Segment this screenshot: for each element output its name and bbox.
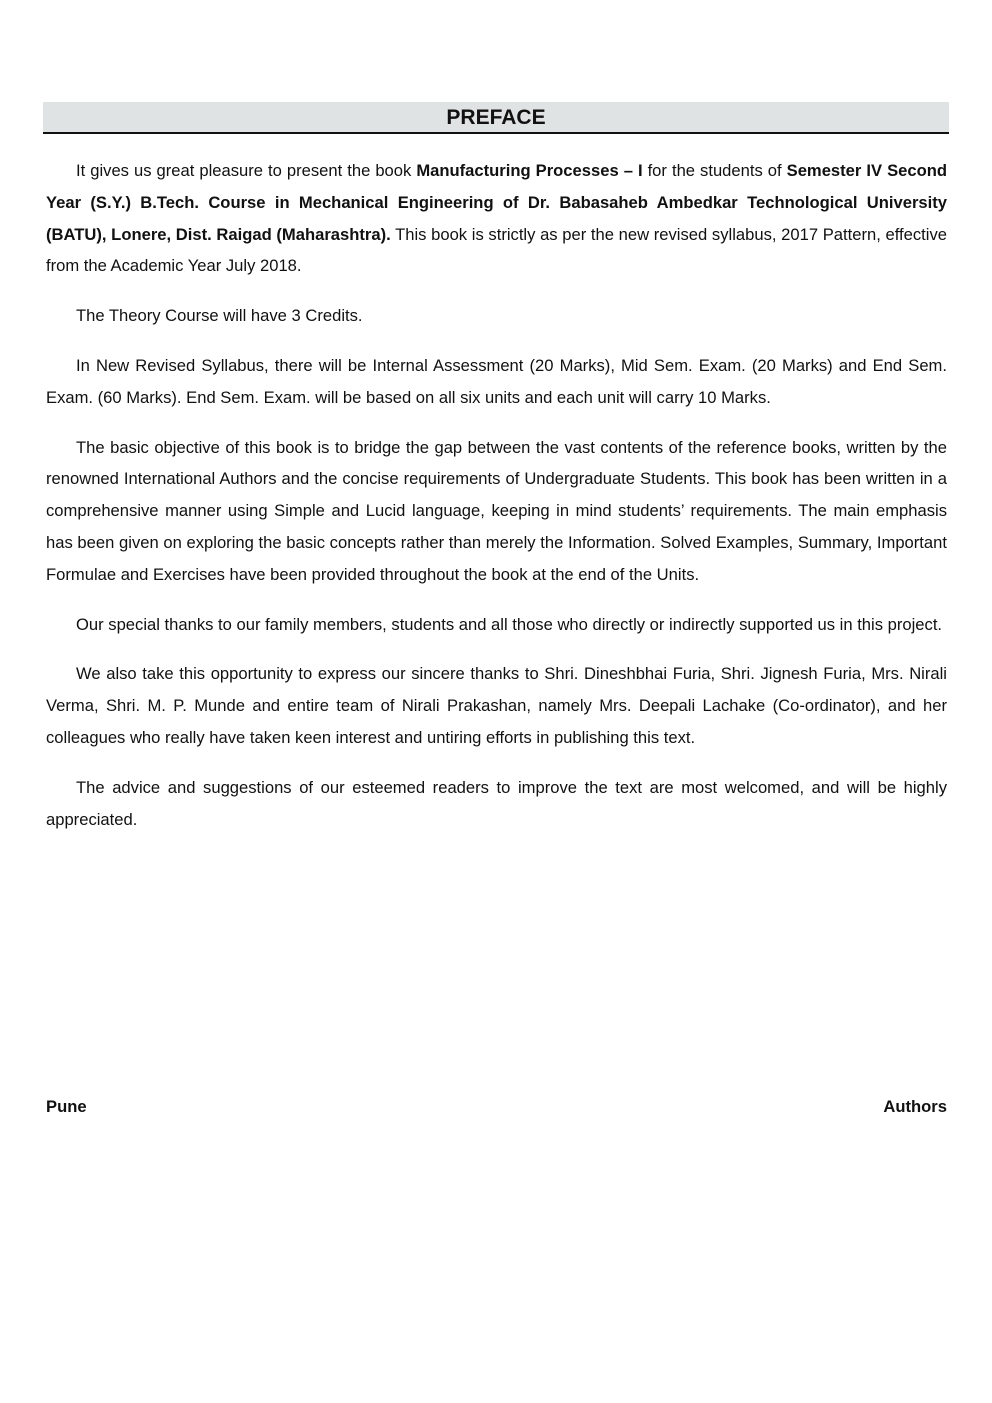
book-title: Manufacturing Processes – I xyxy=(416,161,643,180)
place: Pune xyxy=(46,1097,87,1116)
paragraph-thanks-publisher: We also take this opportunity to express our sincere thanks to Shri. Dineshbhai Furia, Shri. Jignesh Furia, Mrs. Nirali Verma, Shri. M. P. Munde and entire team of Nirali Prakashan, namely Mrs. Deepali Lachake (Co-ordinator), and her colleagues who really have taken keen interest and untiring efforts in publishing this text. xyxy=(46,664,947,747)
paragraph-intro xyxy=(46,155,947,282)
paragraph-assessment: In New Revised Syllabus, there will be Internal Assessment (20 Marks), Mid Sem. Exam. (20 Marks) and End Sem. Exam. (60 Marks). End Sem. Exam. will be based on all six units and each unit will carry 10 Marks. xyxy=(46,355,947,407)
authors-signature: Authors xyxy=(883,1097,947,1116)
paragraph-advice: The advice and suggestions of our esteemed readers to improve the text are most welcomed, and will be highly appreciated. xyxy=(46,777,947,829)
paragraph-credits: The Theory Course will have 3 Credits. xyxy=(76,306,363,326)
preface-body xyxy=(46,155,947,853)
preface-heading-bar xyxy=(43,102,949,134)
text: for the students of xyxy=(642,161,787,180)
page-title: PREFACE xyxy=(446,106,546,129)
text: It gives us great pleasure to present the book xyxy=(76,161,417,180)
signature-line xyxy=(46,1097,947,1117)
course-details: Semester IV Second Year (S.Y.) B.Tech. Course in Mechanical Engineering of Dr. Babasaheb Ambedkar Technological University (BATU), Lonere, Dist. Raigad (Maharashtra). xyxy=(46,161,947,244)
paragraph-thanks-family: Our special thanks to our family members, students and all those who directly or indirectly supported us in this project. xyxy=(76,614,943,634)
text: This book is strictly as per the new revised syllabus, 2017 Pattern, effective from the Academic Year July 2018. xyxy=(46,224,947,276)
paragraph-objective: The basic objective of this book is to bridge the gap between the vast contents of the reference books, written by the renowned International Authors and the concise requirements of Undergraduate Students. This book has been written in a comprehensive manner using Simple and Lucid language, keeping in mind students’ requirements. The main emphasis has been given on exploring the basic concepts rather than merely the Information. Solved Examples, Summary, Important Formulae and Exercises have been provided throughout the book at the end of the Units. xyxy=(46,437,947,584)
